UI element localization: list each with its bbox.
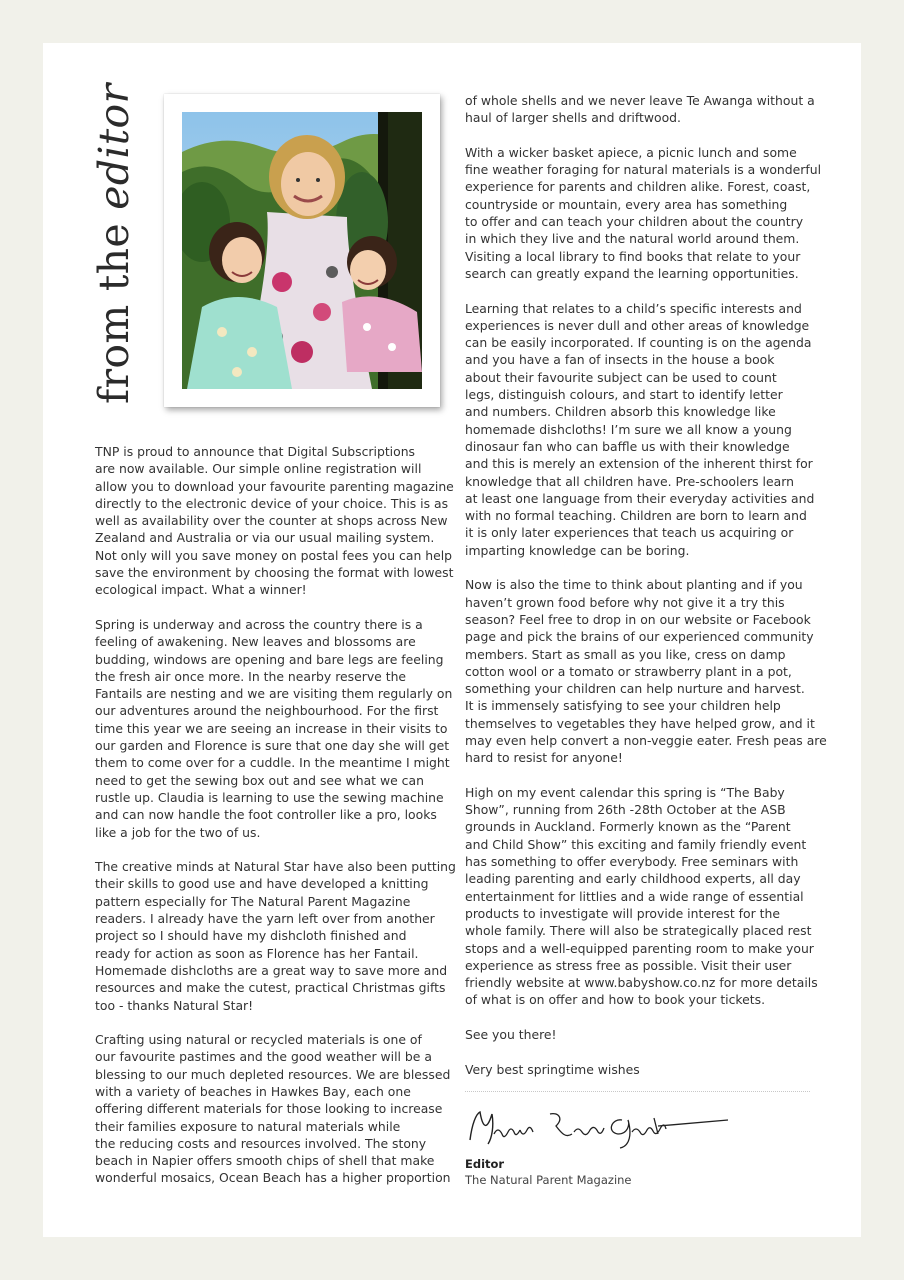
text-line: time this year we are seeing an increase in their visits to: [95, 720, 448, 736]
text-line: It is immensely satisfying to see your children help: [465, 698, 781, 714]
text-line: experience as stress free as possible. Visit their user: [465, 957, 792, 973]
text-line: hard to resist for anyone!: [465, 750, 623, 766]
text-line: High on my event calendar this spring is “The Baby: [465, 784, 785, 800]
text-line: at least one language from their everyday activities and: [465, 490, 815, 506]
text-line: about their favourite subject can be used to count: [465, 369, 777, 385]
text-line: Visiting a local library to find books that relate to your: [465, 248, 801, 264]
text-line: rustle up. Claudia is learning to use the sewing machine: [95, 789, 444, 805]
text-line: season? Feel free to drop in on our website or Facebook: [465, 611, 811, 627]
text-line: the fresh air once more. In the nearby reserve the: [95, 668, 407, 684]
text-line: pattern especially for The Natural Parent Magazine: [95, 893, 411, 909]
text-line: TNP is proud to announce that Digital Subscriptions: [95, 444, 416, 459]
text-line: [465, 1009, 810, 1026]
text-line: products to investigate will provide interest for the: [465, 905, 780, 921]
text-line: well as availability over the counter at shops across New: [95, 513, 448, 529]
text-line: the reducing costs and resources involved. The stony: [95, 1135, 427, 1151]
text-line: The creative minds at Natural Star have also been putting: [95, 859, 456, 875]
text-line: knowledge that all children have. Pre-schoolers learn: [465, 473, 794, 489]
text-line: save the environment by choosing the format with lowest: [95, 565, 454, 581]
text-line: Zealand and Australia or via our usual mailing system.: [95, 530, 435, 546]
text-line: [95, 1014, 440, 1031]
text-line: are now available. Our simple online registration will: [95, 461, 422, 477]
text-line: [465, 1043, 810, 1060]
text-line: our garden and Florence is sure that one day she will get: [95, 738, 450, 754]
text-line: wonderful mosaics, Ocean Beach has a higher proportion: [95, 1170, 451, 1186]
editor-photo: [182, 112, 422, 389]
text-line: beach in Napier offers smooth chips of shell that make: [95, 1153, 435, 1169]
text-line: [465, 127, 810, 144]
text-line: whole family. There will also be strategically placed rest: [465, 923, 812, 939]
article-right-column: [465, 92, 827, 1078]
text-line: feeling of awakening. New leaves and blossoms are: [95, 634, 416, 650]
text-line: resources and make the cutest, practical Christmas gifts: [95, 980, 446, 996]
text-line: too - thanks Natural Star!: [95, 997, 254, 1013]
text-line: [95, 599, 440, 616]
text-line: [465, 282, 810, 299]
text-line: [465, 559, 810, 576]
text-line: Now is also the time to think about planting and if you: [465, 577, 803, 593]
text-line: imparting knowledge can be boring.: [465, 542, 690, 558]
text-line: Very best springtime wishes: [465, 1061, 640, 1077]
text-line: budding, windows are opening and bare legs are feeling: [95, 651, 444, 667]
text-line: of what is on offer and how to book your tickets.: [465, 992, 766, 1008]
text-line: can be easily incorporated. If counting is on the agenda: [465, 335, 812, 351]
text-line: may even help convert a non-veggie eater. Fresh peas are: [465, 732, 827, 748]
text-line: their families exposure to natural materials while: [95, 1118, 401, 1134]
text-line: legs, distinguish colours, and start to identify letter: [465, 387, 783, 403]
text-line: and numbers. Children absorb this knowledge like: [465, 404, 776, 420]
text-line: leading parenting and early childhood experts, all day: [465, 871, 801, 887]
signature-divider: [465, 1091, 810, 1092]
signature-graphic: [462, 1104, 732, 1152]
text-line: their skills to good use and have developed a knitting: [95, 876, 429, 892]
text-line: them to come over for a cuddle. In the meantime I might: [95, 755, 450, 771]
text-line: and can now handle the foot controller like a pro, looks: [95, 807, 437, 823]
text-line: friendly website at www.babyshow.co.nz for more details: [465, 975, 818, 991]
title-text: from the: [90, 209, 138, 404]
text-line: ecological impact. What a winner!: [95, 582, 307, 598]
text-line: fine weather foraging for natural materials is a wonderful: [465, 162, 822, 178]
text-line: With a wicker basket apiece, a picnic lunch and some: [465, 144, 797, 160]
article-left-column: [95, 443, 456, 1187]
title-italic-text: editor: [90, 83, 138, 210]
text-line: themselves to vegetables they have helped grow, and it: [465, 715, 815, 731]
text-line: with a variety of beaches in Hawkes Bay, each one: [95, 1083, 411, 1099]
text-line: with no formal teaching. Children are born to learn and: [465, 508, 807, 524]
text-line: blessing to our much depleted resources. We are blessed: [95, 1066, 451, 1082]
text-line: [465, 767, 810, 784]
text-line: Homemade dishcloths are a great way to save more and: [95, 962, 448, 978]
editor-signature: [462, 1104, 732, 1152]
text-line: homemade dishcloths! I’m sure we all know a young: [465, 421, 792, 437]
text-line: it is only later experiences that teach us acquiring or: [465, 525, 794, 541]
text-line: haul of larger shells and driftwood.: [465, 110, 681, 126]
text-line: page and pick the brains of our experienced community: [465, 629, 814, 645]
text-line: ready for action as soon as Florence has her Fantail.: [95, 945, 419, 961]
text-line: something your children can help nurture and harvest.: [465, 681, 805, 697]
text-line: readers. I already have the yarn left over from another: [95, 911, 435, 927]
text-line: experiences is never dull and other areas of knowledge: [465, 317, 810, 333]
text-line: dinosaur fan who can baffle us with their knowledge: [465, 438, 790, 454]
text-line: Spring is underway and across the country there is a: [95, 616, 423, 632]
text-line: our adventures around the neighbourhood. For the first: [95, 703, 439, 719]
editor-photo-illustration: [182, 112, 422, 389]
text-line: search can greatly expand the learning opportunities.: [465, 265, 799, 281]
text-line: Not only will you save money on postal fees you can help: [95, 547, 453, 563]
text-line: stops and a well-equipped parenting room to make your: [465, 940, 814, 956]
editor-organization: The Natural Parent Magazine: [465, 1173, 632, 1187]
text-line: Fantails are nesting and we are visiting them regularly on: [95, 686, 453, 702]
text-line: in which they live and the natural world around them.: [465, 231, 800, 247]
text-line: project so I should have my dishcloth finished and: [95, 928, 407, 944]
text-line: need to get the sewing box out and see what we can: [95, 772, 424, 788]
text-line: like a job for the two of us.: [95, 824, 261, 840]
text-line: cotton wool or a tomato or strawberry plant in a pot,: [465, 663, 792, 679]
page-title: [90, 83, 138, 404]
text-line: to offer and can teach your children about the country: [465, 214, 804, 230]
text-line: directly to the electronic device of your choice. This is as: [95, 495, 449, 511]
text-line: Learning that relates to a child’s specific interests and: [465, 300, 802, 316]
text-line: has something to offer everybody. Free seminars with: [465, 854, 799, 870]
editor-photo-frame: [164, 94, 440, 407]
text-line: offering different materials for those looking to increase: [95, 1101, 443, 1117]
text-line: and Child Show” this exciting and family friendly event: [465, 836, 807, 852]
text-line: See you there!: [465, 1027, 557, 1043]
text-line: and this is merely an extension of the inherent thirst for: [465, 456, 813, 472]
text-line: countryside or mountain, every area has something: [465, 196, 788, 212]
text-line: experience for parents and children alike. Forest, coast,: [465, 179, 811, 195]
text-line: [95, 841, 440, 858]
text-line: of whole shells and we never leave Te Awanga without a: [465, 93, 815, 108]
text-line: and you have a fan of insects in the house a book: [465, 352, 775, 368]
editor-role: Editor: [465, 1157, 505, 1171]
text-line: entertainment for littlies and a wide range of essential: [465, 888, 804, 904]
text-line: allow you to download your favourite parenting magazine: [95, 478, 454, 494]
text-line: grounds in Auckland. Formerly known as the “Parent: [465, 819, 791, 835]
text-line: haven’t grown food before why not give it a try this: [465, 594, 785, 610]
text-line: Show”, running from 26th -28th October at the ASB: [465, 802, 786, 818]
text-line: our favourite pastimes and the good weather will be a: [95, 1049, 432, 1065]
text-line: members. Start as small as you like, cress on damp: [465, 646, 786, 662]
text-line: Crafting using natural or recycled materials is one of: [95, 1032, 422, 1048]
